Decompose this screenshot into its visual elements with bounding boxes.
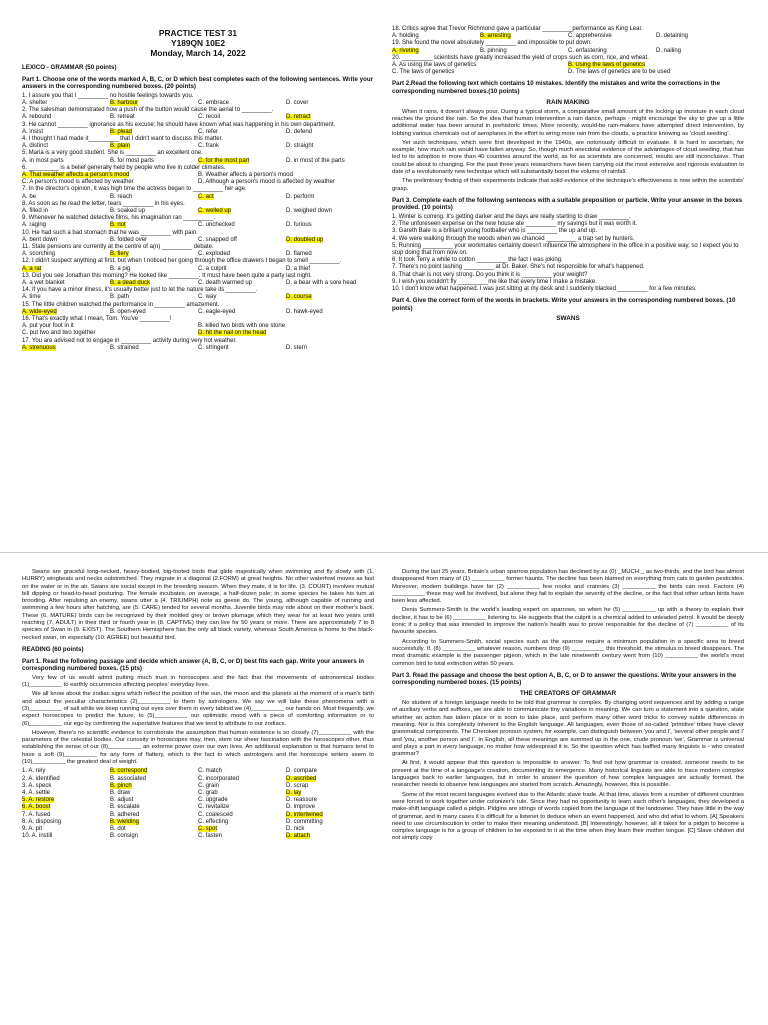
answer-option[interactable]: A. bent down <box>22 236 58 243</box>
answer-option[interactable]: B. path <box>110 294 130 301</box>
answer-option[interactable]: B. open-eyed <box>110 308 146 315</box>
answer-option[interactable]: A. time <box>22 294 41 301</box>
part3-item: 2. The unforeseen expense on the new house ate _________ my savings but it was worth it. <box>392 221 638 228</box>
answer-option[interactable]: A. raging <box>22 222 47 229</box>
astro-option-row <box>22 833 374 840</box>
answer-option[interactable]: D. lay <box>286 789 302 796</box>
answer-option[interactable]: 10. A. instill <box>22 833 53 840</box>
answer-option[interactable]: C. death warmed up <box>198 280 253 287</box>
answer-option[interactable]: A. shelter <box>22 99 48 106</box>
answer-option[interactable]: C. refer <box>198 128 219 135</box>
answer-option[interactable]: C. grab <box>198 789 218 796</box>
astro-option-row <box>22 797 374 804</box>
answer-option[interactable]: D. detaining <box>656 33 689 40</box>
answer-option[interactable]: D. compare <box>286 768 318 775</box>
rain-paragraph-2: Yet such techniques, which were first developed in the 1940s, are notoriously difficult to evaluate. It is hard to ascertain, for example, how much rain would have fallen anyway. So, though much anecdotal evidence of the advantages of cloud seeding, that has led to its adoption in more than 40 countries around the world, as for as scientists are concerned, results are still inconclusive. That could be about to changing. For the past three years researchers have been carrying out the most extensive and rigorous evaluation to date of a revolutionarily new technique which will substantially boost the volume of rainfall. <box>392 139 744 175</box>
answer-option[interactable]: D. defend <box>286 128 313 135</box>
question-text: 6. _________ is a belief generally held by people who live in colder climates. <box>22 164 226 171</box>
question-text: 7. In the director's opinion, it was high time the actress began to _________ her age. <box>22 186 247 193</box>
answer-option[interactable]: D. The laws of genetics are to be used <box>568 69 671 76</box>
answer-option[interactable]: D. ascribed <box>286 775 317 782</box>
answer-option[interactable]: C. way <box>198 294 217 301</box>
question-text: 3. He cannot _________ ignorance as his excuse; he should have known what was happening in his own department. <box>22 121 336 128</box>
answer-option[interactable]: B. folded over <box>110 236 148 243</box>
answer-option[interactable]: 2. A. identified <box>22 775 60 782</box>
answer-option[interactable]: D. doubled up <box>286 236 324 243</box>
sparrow-paragraph-2: Denis Summers-Smith is the world's leading expert on sparrows, so when he (5) __________ up with a theory to explain their decline, it has to be (6) __________ listening to. He suggests that the culprit is a chemical added to unleaded petrol. It would be deeply ironic if a policy that was intended to improve the nation's health was to prove responsible for the decline of (7) __________ of its favourite species. <box>392 607 744 636</box>
part4-instructions: Part 4. Give the correct form of the words in brackets. Write your answers in the corresponding numbered boxes. (10 points) <box>392 297 736 312</box>
answer-option[interactable]: A. scorching <box>22 251 56 258</box>
sparrow-paragraph-1: During the last 25 years, Britain's urban sparrow population has declined by as (0) _MUCH _ as two-thirds, and the bird has almost disappeared from many of (1) __________ former haunts. The decline has been blamed on everything from cats to garden pesticides. Moreover, modern buildings have far (2) __________ few nooks and crannies (3) __________ the birds can nest. Factors (4) __________ these may well be involved, but alone they fail to explain the severity of the decline, or the fact that other urban birds have been less affected. <box>392 569 744 605</box>
astro-option-row <box>22 812 374 819</box>
answer-option[interactable]: B. adhered <box>110 811 140 818</box>
answer-options <box>22 129 374 136</box>
answer-options <box>22 323 374 337</box>
reading-part1-instructions: Part 1. Read the following passage and decide which answer (A, B, C, or D) best fits each gap. Write your answers in corresponding numbered boxes. (15 pts) <box>22 657 364 673</box>
answer-option[interactable]: B. pinning <box>480 47 507 54</box>
answer-option[interactable]: B. strained <box>110 344 139 351</box>
answer-option[interactable]: B. Weather affects a person's mood <box>198 172 293 179</box>
answer-options <box>22 100 374 107</box>
answer-option[interactable]: A. holding <box>392 33 419 40</box>
answer-option[interactable]: C. exploded <box>198 251 231 258</box>
answer-option[interactable]: B. reach <box>110 193 133 200</box>
part3-item: 9. I wish you wouldn't fly _________me like that every time I make a mistake. <box>392 278 597 285</box>
answer-option[interactable]: C. incorporated <box>198 775 240 782</box>
answer-option[interactable]: C. fasten <box>198 833 223 840</box>
answer-option[interactable]: 9. A. pit <box>22 825 43 832</box>
answer-option[interactable]: D. attach <box>286 833 311 840</box>
answer-options <box>22 345 374 352</box>
answer-option[interactable]: B. plain <box>110 143 131 150</box>
test-date: Monday, March 14, 2022 <box>150 48 246 58</box>
part2-instructions: Part 2.Read the following text which contains 10 mistakes. Identify the mistakes and write the corrections in the corresponding numbered boxes.(10 points) <box>392 80 721 96</box>
astro-paragraph-3: However, there's no scientific evidence to corroborate the assumption that human existence is so closely (7)__________ with the parameters of the celestial bodies. Our curiosity in horoscopes may, then, stem our sheer fascination with the horoscopes other, thus establishing the sense of our (8)__________ an extreme power over our own lives. An additional explanation is that humans tend to have a soft (9)__________ for any form of flattery, which is the fact to which astrologers and the horoscope writers seem to (10)__________ the greatest deal of weight. <box>22 729 374 766</box>
answer-option[interactable]: C. recoil <box>198 114 221 121</box>
astro-option-row <box>22 819 374 826</box>
question-text: 1. I assure you that I _________ no hostile feelings towards you. <box>22 92 194 99</box>
test-code: Y189QN 10E2 <box>170 38 225 48</box>
answer-option[interactable]: 5. A. restore <box>22 797 55 804</box>
answer-options <box>22 237 374 244</box>
bottom-left-column <box>22 553 374 840</box>
answer-option[interactable]: D. furious <box>286 222 312 229</box>
answer-option[interactable]: B. Using the laws of genetics <box>568 62 646 69</box>
answer-options <box>22 251 374 258</box>
part3-item: 1. Winter is coming. It's getting darker and the days are really starting to draw _________. <box>392 214 631 221</box>
answer-option[interactable]: D. nailing <box>656 47 682 54</box>
question-list-right <box>392 26 744 76</box>
question-text: 15. The little children watched the performance in _________ amazement. <box>22 301 220 308</box>
answer-option[interactable]: C. grain <box>198 782 220 789</box>
answer-option[interactable]: A. rebound <box>22 114 52 121</box>
astro-paragraph-2: We all know about the zodiac signs which reflect the position of the sun, the moon and the planets at the moment of a man's birth and about the peculiar characteristics (2)__________ to them by astrologers. We say we will take these phenomena with a (3)__________ of salt while we keep running our eyes over them in every tabloid we (4)__________ our hands on. Most frequently, we expect horoscopes to predict the future, to (5)__________ our optimistic mood with a piece of comforting information or to (6)__________ our ego by confirming the superlative features that we tend to attribute to our zodiacs. <box>22 691 374 727</box>
answer-option[interactable]: B. a pig <box>110 265 131 272</box>
part3-item: 3. Gareth Bale is a brilliant young footballer who is _________ the up and up. <box>392 228 598 235</box>
grammar-title: THE CREATORS OF GRAMMAR <box>519 690 617 698</box>
answer-option[interactable]: B. consign <box>110 833 139 840</box>
grammar-paragraph-1: No student of a foreign language needs to be told that grammar is complex. By changing word sequences and by adding a range of auxiliary verbs and suffixes, we are able to communicate tiny variations in meaning. We can turn a statement into a question, state whether an action has taken place or is soon to take place, and perform many other word tricks to convey subtle differences in meaning. Nor is this complexity inherent to the English language. All languages, even those of so-called 'primitive' tribes have clever grammatical components. The Cherokee pronoun system, for example, can distinguish between 'you and I', 'several other people and I' and 'you, another person and I'. In English, all these meanings are summed up in the one, crude pronoun 'we'. Grammar is universal and plays a part in every language, no matter how widespread it is. So the question which has baffled many linguists is - who created grammar? <box>392 700 744 758</box>
part3-list <box>392 214 744 293</box>
answer-option[interactable]: C. for the most part <box>198 157 250 164</box>
question-text: 17. You are advised not to engage in _________ activity during very hot weather. <box>22 337 237 344</box>
question-text: 10. He had such a bad stomach that he was _________ with pain. <box>22 229 198 236</box>
answer-option[interactable]: C. match <box>198 768 223 775</box>
answer-option[interactable]: 4. A. settle <box>22 789 51 796</box>
answer-option[interactable]: A. That weather affects a person's mood <box>22 172 130 179</box>
answer-option[interactable]: A. filled in <box>22 208 49 215</box>
astro-option-row <box>22 776 374 783</box>
question-text: 5. Maria is a very good student. She is _________ an excellent one. <box>22 150 203 157</box>
answer-option[interactable]: B. killed two birds with one stone <box>198 323 286 330</box>
rain-title: RAIN MAKING <box>546 98 590 106</box>
answer-option[interactable]: D. stern <box>286 344 308 351</box>
answer-option[interactable]: B. plead <box>110 128 133 135</box>
question-text: 13. Did you see Jonathan this morning? He looked like _________. It must have been quite a party last night. <box>22 272 312 279</box>
answer-option[interactable]: B. adjust <box>110 797 134 804</box>
answer-options <box>22 208 374 215</box>
answer-option[interactable]: C. unchecked <box>198 222 235 229</box>
answer-option[interactable]: C. revitalize <box>198 804 230 811</box>
grammar-paragraph-2: At first, it would appear that this question is impossible to answer. To find out how grammar is created, someone needs to be present at the time of a language's creation, documenting its emergence. Many historical linguists are able to trace modern complex languages back to earlier languages, but in order to answer the question of how complex languages are actually formed, the researcher needs to observe how languages are started from scratch. Amazingly, however, this is possible. <box>392 760 744 789</box>
question-text: 20. _________ scientists have greatly increased the yield of crops such as corn, rice, and wheat. <box>392 54 649 61</box>
part3-item: 10. I don't know what happened. I was just sitting at my desk and I suddenly blacked _________ for a few minutes. <box>392 286 697 293</box>
answer-option[interactable]: B. for most parts <box>110 157 155 164</box>
answer-options <box>22 194 374 201</box>
answer-option[interactable]: B. escalate <box>110 804 140 811</box>
question-list-left <box>22 93 374 352</box>
answer-option[interactable]: B. a dead duck <box>110 280 151 287</box>
answer-option[interactable]: B. associated <box>110 775 147 782</box>
answer-option[interactable]: B. fiery <box>110 251 129 258</box>
answer-option[interactable]: C. snapped off <box>198 236 237 243</box>
question-text: 18. Critics agree that Trevor Richmond gave a particular _________performance as King Lear. <box>392 26 643 32</box>
question-text: 16. That's exactly what I mean, Tom. You've _________! <box>22 316 172 323</box>
answer-option[interactable]: C. apprehensive <box>568 33 612 40</box>
answer-option[interactable]: C. enfastening <box>568 47 607 54</box>
answer-option[interactable]: A. As using the laws of genetics <box>392 62 477 69</box>
answer-options <box>22 143 374 150</box>
answer-option[interactable]: A. put your foot in it <box>22 323 74 330</box>
part3-item: 6. It took Terry a while to cotton _________ the fact I was joking. <box>392 257 563 264</box>
part1-instructions: Part 1. Choose one of the words marked A, B, C, or D which best completes each of the following sentences. Write your answers in the corresponding numbered boxes. (20 points) <box>22 75 374 91</box>
answer-option[interactable]: D. course <box>286 294 312 301</box>
question-text: 9. Whenever he watched detective films, his imagination ran _________. <box>22 215 216 222</box>
answer-option[interactable]: 6. A. boost <box>22 804 51 811</box>
answer-option[interactable]: B. arresting <box>480 33 511 40</box>
answer-option[interactable]: C. upgrade <box>198 797 228 804</box>
question-text: 2. The salesman demonstrated how a push of the button would cause the aerial to _________. <box>22 107 274 114</box>
answer-options <box>22 172 374 186</box>
answer-options <box>22 294 374 301</box>
answer-option[interactable]: B. pinch <box>110 782 132 789</box>
question-text: 12. I didn't suspect anything at first, but when I noticed her going through the office drawers I began to smell _________. <box>22 258 342 265</box>
part3-instructions: Part 3. Complete each of the following sentences with a suitable preposition or particle. Write your answer in the boxes provided. (10 points) <box>392 196 743 212</box>
answer-option[interactable]: B. draw <box>110 789 131 796</box>
answer-option[interactable]: D. reassure <box>286 797 318 804</box>
answer-option[interactable]: 3. A. speck <box>22 782 52 789</box>
test-title: PRACTICE TEST 31 <box>158 28 238 38</box>
answer-option[interactable]: C. stringent <box>198 344 229 351</box>
answer-option[interactable]: D. retract <box>286 114 311 121</box>
question-text: 19. She found the novel absolutely _________ and impossible to put down. <box>392 40 592 47</box>
answer-options <box>392 33 744 40</box>
left-column <box>22 0 374 352</box>
answer-option[interactable]: A. riveting <box>392 47 419 54</box>
answer-option[interactable]: D. intertwined <box>286 811 323 818</box>
answer-options <box>22 309 374 316</box>
answer-option[interactable]: C. A person's mood is affected by weather <box>22 179 134 186</box>
reading-title: READING (60 points) <box>22 645 84 653</box>
answer-option[interactable]: B. harbour <box>110 99 139 106</box>
question-text: 8. As soon as he read the letter, tears _________ in his eyes. <box>22 200 185 207</box>
answer-option[interactable]: C. effecting <box>198 818 229 825</box>
answer-option[interactable]: D. committing <box>286 818 323 825</box>
rain-paragraph-1: When it rains, it doesn't always pour. During a typical storm, a comparative small amount of the locking up moisture in each cloud reaches the ground like rain. So the idea that human intervention a rain dance, perhaps - might encourage the sky to give up a little additional water has been around in prehistoric times. More recently, would-be rain-makers have attempted direct intervention, by lobbing various chemicals out of aeroplanes in the effort to wring more rain from the clouds, a practice knowing as 'cloud seeding'. <box>392 108 744 137</box>
answer-option[interactable]: C. eagle-eyed <box>198 308 236 315</box>
answer-option[interactable]: D. a thief <box>286 265 311 272</box>
rain-paragraph-3: The preliminary finding of their experiments indicate that solid evidence of the technique's effectiveness is now within the scientists' grasp. <box>392 178 744 192</box>
answer-option[interactable]: C. spot <box>198 825 218 832</box>
answer-options <box>392 48 744 55</box>
answer-option[interactable]: C. coalesced <box>198 811 233 818</box>
astro-option-row <box>22 804 374 811</box>
answer-options <box>392 62 744 76</box>
page-bottom <box>0 552 768 1025</box>
part3-item: 5. Running _________ your workmates certainly doesn't influence the atmosphere in the office in a positive way, so I expect you to stop doing that from now on. <box>392 242 739 257</box>
reading-part3-instructions: Part 3. Read the passage and choose the best option A, B, C, or D to answer the questions. Write your answers in the corresponding numbered boxes. (15 points) <box>392 671 737 687</box>
answer-option[interactable]: 8. A. disposing <box>22 818 62 825</box>
question-text: 4. I thought I had made it_________ that I didn't want to discuss this matter. <box>22 136 223 142</box>
answer-option[interactable]: B. riot <box>110 222 126 229</box>
answer-options <box>22 222 374 229</box>
answer-options <box>22 266 374 273</box>
answer-option[interactable]: C. embrace <box>198 99 230 106</box>
answer-option[interactable]: D. scrap <box>286 782 309 789</box>
answer-option[interactable]: A. wide-eyed <box>22 308 57 315</box>
answer-option[interactable]: A. strenuous <box>22 344 56 351</box>
answer-option[interactable]: D. perform <box>286 193 315 200</box>
answer-options <box>22 158 374 165</box>
swans-title: SWANS <box>556 315 580 323</box>
grammar-paragraph-3: Some of the most recent languages evolved due to the Atlantic slave trade. At that time, slaves from a number of different countries were forced to work together under colonizer's rule. Since they had no opportunity to learn each other's languages, they developed a make-shift language called a pidgin. Pidgins are strings of words copied from the language of the landowner. They have little in the way of grammar, and in many cases it is difficult for a listener to deduce when an event happened, and who did what to whom. [A] Speakers need to use circumlocution in order to make their meaning understood. [B] Interestingly, however, all it takes for a pidgin to become a complex language is for a group of children to be exposed to it at the time when they learn their mother tongue. [C] Slave children did not simply copy <box>392 791 744 842</box>
answer-option[interactable]: D. hit the nail on the head <box>198 330 267 337</box>
answer-option[interactable]: C. a culprit <box>198 265 227 272</box>
answer-option[interactable]: D. improve <box>286 804 316 811</box>
astro-option-row <box>22 783 374 790</box>
answer-option[interactable]: D. weighed down <box>286 208 333 215</box>
swans-text: Swans are graceful long-necked, heavy-bodied, big-footed birds that glide majestically when swimming and fly slowly with (1. HURRY) wingbeats and necks outstretched. They migrate in a diagonal (2.FORM) at great heights. No other waterfowl moves as fast on the water or in the air. Swans are social except in the breeding season. When they mate, it is for life. (3. COURT) involves mutual bill dipping or head-to-head posturing. The female incubates, on average, a half-dozen pale; in some species he takes his turn at brooding. After repulsing an enemy, swans utter a (4. TRIUMPH) note as geese do. The young, although capable of running and swimming a few hours after hatching, are (5. CARE) tended for several months. Juvenile birds may ride about on their mother's back. These (6. MATURE) birds can be recognized by their mottled grey or brown plumage which they wear for at least two years until reaching (7. ADULT) in their third or fourth year in (8. CAPTIVE) they can live for 50 years or more. There are approximately 7 to 8 species of Swan in (9. EXIST). The Southern Hemisphere has the only all black variety, whereas South America is home to the black-necked swan, on especially (10. AGREE) but beautiful bird. <box>22 569 374 641</box>
sparrow-paragraph-3: According to Summers-Smith, social species such as the sparrow require a minimum population in a specific area to breed successfully. If, (8) __________ whatever reason, numbers drop (9) __________ this threshold, the stimulus to breed disappears. The most dramatic example is the passenger pigeon, which in the late nineteenth century went from (10) __________ the world's most common bird to total extinction within 50 years. <box>392 638 744 667</box>
answer-option[interactable]: B. wielding <box>110 818 140 825</box>
answer-option[interactable]: B. soaked up <box>110 208 146 215</box>
answer-options <box>22 114 374 121</box>
answer-option[interactable]: A. distinct <box>22 143 49 150</box>
question-text: 14. If you have a minor illness, it's usually better just to let the nature take its _________. <box>22 287 258 294</box>
answer-options <box>22 280 374 287</box>
answer-option[interactable]: 7. A. fused <box>22 811 51 818</box>
answer-option[interactable]: B. dot <box>110 825 126 832</box>
answer-option[interactable]: D. a bear with a sore head <box>286 280 357 287</box>
astro-paragraph-1: Very few of us would admit putting much trust in horoscopes and the fact that the movements of astronomical bodies (1)__________ to earthly occurrences affecting peoples' everyday lives. <box>22 674 374 689</box>
astro-option-row <box>22 790 374 797</box>
answer-option[interactable]: B. correspond <box>110 768 148 775</box>
astro-options <box>22 768 374 840</box>
part3-item: 4. We were walking through the woods when we chanced _________ a trap set by hunters. <box>392 235 635 242</box>
answer-option[interactable]: D. cover <box>286 99 309 106</box>
bottom-right-column <box>392 553 744 845</box>
answer-option[interactable]: A. a rat <box>22 265 42 272</box>
answer-option[interactable]: A. be <box>22 193 37 200</box>
lexico-title: LEXICO - GRAMMAR (50 points) <box>22 64 117 71</box>
question-text: 11. State pensions are currently at the centre of a(n) _________ debate. <box>22 244 214 251</box>
answer-option[interactable]: B. retreat <box>110 114 135 121</box>
astro-option-row <box>22 826 374 833</box>
answer-option[interactable]: C. The laws of genetics <box>392 69 455 76</box>
answer-option[interactable]: D. flamed <box>286 251 312 258</box>
part3-item: 8. That chair is not very strong. Do you think it is _________ your weight? <box>392 271 588 278</box>
answer-option[interactable]: A. in most parts <box>22 157 64 164</box>
answer-option[interactable]: A. a wet blanket <box>22 280 65 287</box>
answer-option[interactable]: C. put two and two together <box>22 330 96 337</box>
answer-option[interactable]: D. in most of the parts <box>286 157 345 164</box>
part3-item: 7. There's no point lashing _________ at Dr. Baker. She's not responsible for what's happened. <box>392 264 645 271</box>
answer-option[interactable]: 1. A. rely <box>22 768 46 775</box>
answer-option[interactable]: D. Although a person's mood is affected by weather <box>198 179 335 186</box>
right-column <box>392 0 744 325</box>
answer-option[interactable]: C. frank <box>198 143 220 150</box>
answer-option[interactable]: A. insist <box>22 128 44 135</box>
answer-option[interactable]: C. act <box>198 193 214 200</box>
answer-option[interactable]: D. straight <box>286 143 314 150</box>
answer-option[interactable]: C. welled up <box>198 208 232 215</box>
answer-option[interactable]: D. nick <box>286 825 305 832</box>
astro-option-row <box>22 768 374 775</box>
answer-option[interactable]: D. hawk-eyed <box>286 308 323 315</box>
